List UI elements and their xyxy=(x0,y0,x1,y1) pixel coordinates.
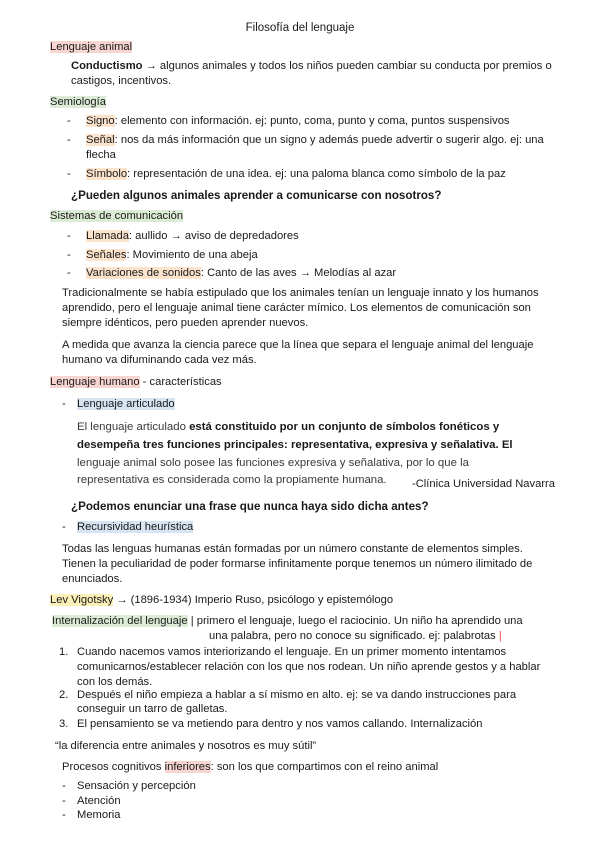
procesos-cognitivos: Procesos cognitivos inferiores: son los que compartimos con el reino animal xyxy=(62,761,439,773)
heading-semiologia: Semiología xyxy=(50,96,106,108)
para-ciencia-1: A medida que avanza la ciencia parece que la línea que separa el lenguaje animal del lenguaje xyxy=(62,339,534,351)
step-1-l3: con los demás. xyxy=(77,676,153,688)
sistema-item-llamada: Llamada: aullido → aviso de depredadores xyxy=(86,230,299,242)
para-lenguas-2: Tienen la peculiaridad de poder formarse infinitamente porque tenemos un número ilimitado de xyxy=(62,558,533,570)
bullet-dash: - xyxy=(67,168,71,180)
semiologia-item-simbolo: Símbolo: representación de una idea. ej: una paloma blanca como símbolo de la paz xyxy=(86,168,506,180)
sistema-item-senales: Señales: Movimiento de una abeja xyxy=(86,249,258,261)
quote-line-1: El lenguaje articulado está constituido por un conjunto de símbolos fonéticos y xyxy=(77,421,500,433)
para-tradicionalmente-2: aprendido, pero el lenguaje animal tiene carácter mímico. Los elementos de comunicación son xyxy=(62,302,531,314)
quote-diferencia: “la diferencia entre animales y nosotros es muy sútil” xyxy=(55,740,317,752)
para-tradicionalmente-1: Tradicionalmente se había estipulado que los animales tenían un lenguaje innato y los humanos xyxy=(62,287,539,299)
para-tradicionalmente-3: siempre idénticos, pero pueden aprender nuevos. xyxy=(62,317,309,329)
step-number: 1. xyxy=(59,646,69,658)
semiologia-item-signo: Signo: elemento con información. ej: punto, coma, punto y coma, puntos suspensivos xyxy=(86,115,510,127)
quote-line-3: lenguaje animal solo posee las funciones expresiva y señalativa, por lo que la xyxy=(77,457,469,469)
semiologia-item-senal: Señal: nos da más información que un signo y además puede advertir o sugerir algo. ej: una xyxy=(86,134,544,146)
bullet-dash: - xyxy=(67,134,71,146)
step-1-l2: comunicarnos/establecer relación con los que nos rodean. Un niño aprende gestos y a hablar xyxy=(77,661,541,673)
step-3-l1: El pensamiento se va metiendo para dentro y nos vamos callando. Internalización xyxy=(77,718,483,730)
quote-line-4: representativa es considerada como la propiamente humana. xyxy=(77,474,387,486)
semiologia-item-senal-l2: flecha xyxy=(86,149,116,161)
conductismo-line-2: castigos, incentivos. xyxy=(71,75,172,87)
para-lenguas-1: Todas las lenguas humanas están formadas por un número constante de elementos simples. xyxy=(62,543,523,555)
conductismo-line: Conductismo → algunos animales y todos los niños pueden cambiar su conducta por premios o xyxy=(71,60,552,72)
heading-lenguaje-humano: Lenguaje humano - características xyxy=(50,376,222,388)
list-item-memoria: Memoria xyxy=(77,809,121,821)
bullet-dash: - xyxy=(62,521,66,533)
step-number: 2. xyxy=(59,689,69,701)
subheading-internalizacion: Internalización del lenguaje | primero el lenguaje, luego el raciocinio. Un niño ha aprendido una xyxy=(52,615,523,627)
term-inferiores: inferiores xyxy=(164,761,211,773)
term-conductismo: Conductismo xyxy=(71,60,143,72)
item-lenguaje-articulado: Lenguaje articulado xyxy=(77,398,175,410)
quote-line-2: desempeña tres funciones principales: representativa, expresiva y señalativa. El xyxy=(77,439,513,451)
heading-vigotsky: Lev Vigotsky → (1896-1934) Imperio Ruso, psicólogo y epistemólogo xyxy=(50,594,394,606)
bullet-dash: - xyxy=(67,267,71,279)
bullet-dash: - xyxy=(62,780,66,792)
step-2-l1: Después el niño empieza a hablar a sí mismo en alto. ej: se va dando instrucciones para xyxy=(77,689,517,701)
bullet-dash: - xyxy=(62,398,66,410)
step-number: 3. xyxy=(59,718,69,730)
heading-lenguaje-animal: Lenguaje animal xyxy=(50,41,133,53)
heading-sistemas-comunicacion: Sistemas de comunicación xyxy=(50,210,184,222)
internalizacion-note-2: una palabra, pero no conoce su significado. ej: palabrotas | xyxy=(209,630,502,642)
text-cursor-mark: | xyxy=(498,630,502,642)
bullet-dash: - xyxy=(62,795,66,807)
bullet-dash: - xyxy=(67,115,71,127)
step-1-l1: Cuando nacemos vamos interiorizando el lenguaje. En un primer momento intentamos xyxy=(77,646,507,658)
question-frase: ¿Podemos enunciar una frase que nunca haya sido dicha antes? xyxy=(71,500,429,513)
bullet-dash: - xyxy=(62,809,66,821)
item-recursividad: Recursividad heurística xyxy=(77,521,194,533)
bullet-dash: - xyxy=(67,249,71,261)
doc-title: Filosofía del lenguaje xyxy=(245,22,355,34)
step-2-l2: conseguir un tarro de galletas. xyxy=(77,703,228,715)
list-item-atencion: Atención xyxy=(77,795,121,807)
para-ciencia-2: humano va difuminando cada vez más. xyxy=(62,354,257,366)
para-lenguas-3: enunciados. xyxy=(62,573,123,585)
quote-source: -Clínica Universidad Navarra xyxy=(412,478,556,490)
sistema-item-variaciones: Variaciones de sonidos: Canto de las aves → Melodías al azar xyxy=(86,267,397,279)
bullet-dash: - xyxy=(67,230,71,242)
question-animales: ¿Pueden algunos animales aprender a comunicarse con nosotros? xyxy=(71,189,442,202)
list-item-sensacion: Sensación y percepción xyxy=(77,780,196,792)
